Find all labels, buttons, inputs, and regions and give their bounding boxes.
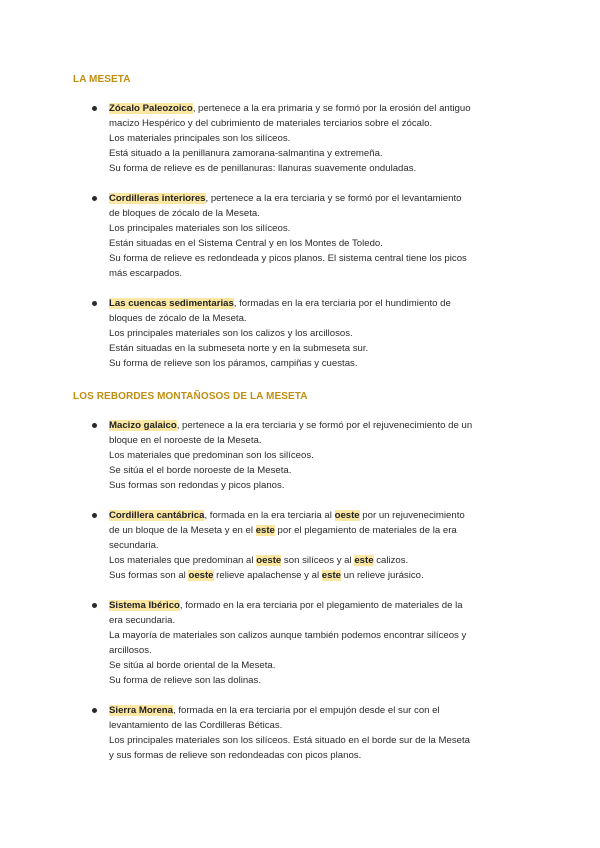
item-text: calizos. — [373, 555, 409, 566]
highlighted-word: oeste — [188, 570, 214, 581]
bullet-icon — [92, 708, 97, 713]
highlighted-term: Sistema Ibérico — [109, 600, 180, 611]
highlighted-word: este — [354, 555, 374, 566]
highlighted-term: Sierra Morena — [109, 705, 173, 716]
item-line: secundaria. — [109, 540, 159, 551]
list-item — [92, 296, 532, 371]
bullet-icon — [92, 106, 97, 111]
item-line: Se sitúa al borde oriental de la Meseta. — [109, 660, 276, 671]
item-line: levantamiento de las Cordilleras Béticas. — [109, 720, 283, 731]
section-title-la-meseta: LA MESETA — [73, 74, 131, 85]
item-text: , formada en la era terciaria por el empujón desde el sur con el — [173, 705, 440, 716]
bullet-icon — [92, 301, 97, 306]
item-line: más escarpados. — [109, 268, 183, 279]
highlighted-word: oeste — [256, 555, 282, 566]
item-line: Están situadas en la submeseta norte y en la submeseta sur. — [109, 343, 369, 354]
item-line: Su forma de relieve son las dolinas. — [109, 675, 261, 686]
item-text: relieve apalachense y al — [213, 570, 322, 581]
list-item — [92, 508, 532, 583]
item-line: Su forma de relieve es redondeada y picos planos. El sistema central tiene los picos — [109, 253, 467, 264]
bullet-icon — [92, 423, 97, 428]
highlighted-term: Cordilleras interiores — [109, 193, 206, 204]
item-text: por un rejuvenecimiento — [359, 510, 465, 521]
list-item — [92, 703, 532, 763]
section-title-rebordes-montanosos: LOS REBORDES MONTAÑOSOS DE LA MESETA — [73, 391, 308, 402]
item-text: de un bloque de la Meseta y en el — [109, 525, 256, 536]
list-item — [92, 598, 532, 688]
highlighted-term: Cordillera cantábrica — [109, 510, 205, 521]
item-line — [109, 101, 532, 116]
item-line: Los principales materiales son los calizos y los arcillosos. — [109, 328, 353, 339]
item-text: , formada en la era terciaria al — [204, 510, 335, 521]
item-line: Los materiales principales son los silíceos. — [109, 133, 291, 144]
item-line — [109, 523, 532, 538]
item-line: macizo Hespérico y del cubrimiento de materiales terciarios sobre el zócalo. — [109, 118, 433, 129]
item-line: era secundaria. — [109, 615, 176, 626]
item-text: , pertenece a la era primaria y se formó por la erosión del antiguo — [192, 103, 471, 114]
item-line: Se sitúa el el borde noroeste de la Meseta. — [109, 465, 292, 476]
bullet-icon — [92, 196, 97, 201]
item-line — [109, 418, 532, 433]
item-text: Sus formas son al — [109, 570, 189, 581]
item-line: Los principales materiales son los silíceos. — [109, 223, 291, 234]
highlighted-term: Macizo galaico — [109, 420, 177, 431]
item-line — [109, 191, 532, 206]
item-line: Su forma de relieve son los páramos, campiñas y cuestas. — [109, 358, 358, 369]
rebordes-list — [92, 418, 532, 763]
item-line: Están situadas en el Sistema Central y en los Montes de Toledo. — [109, 238, 383, 249]
item-text: , pertenece a la era terciaria y se formó por el levantamiento — [205, 193, 462, 204]
item-line — [109, 553, 532, 568]
item-text: , pertenece a la era terciaria y se formó por el rejuvenecimiento de un — [176, 420, 473, 431]
item-line — [109, 296, 532, 311]
item-text: un relieve jurásico. — [340, 570, 424, 581]
item-text: Los materiales que predominan al — [109, 555, 257, 566]
item-line — [109, 568, 532, 583]
list-item — [92, 191, 532, 281]
highlighted-word: este — [255, 525, 275, 536]
item-line: Está situado a la penillanura zamorana-salmantina y extremeña. — [109, 148, 383, 159]
item-line: Los principales materiales son los silíceos. Está situado en el borde sur de la Meseta — [109, 735, 471, 746]
highlighted-term: Las cuencas sedimentarias — [109, 298, 234, 309]
item-line: de bloques de zócalo de la Meseta. — [109, 208, 260, 219]
list-item — [92, 418, 532, 493]
item-line: arcillosos. — [109, 645, 152, 656]
item-line: Sus formas son redondas y picos planos. — [109, 480, 285, 491]
item-line: y sus formas de relieve son redondeadas con picos planos. — [109, 750, 362, 761]
item-line: Los materiales que predominan son los silíceos. — [109, 450, 314, 461]
item-line — [109, 703, 532, 718]
list-item — [92, 101, 532, 176]
item-text: son silíceos y al — [281, 555, 355, 566]
item-line — [109, 508, 532, 523]
item-line: La mayoría de materiales son calizos aunque también podemos encontrar silíceos y — [109, 630, 467, 641]
item-line — [109, 598, 532, 613]
meseta-list — [92, 101, 532, 371]
item-line: bloque en el noroeste de la Meseta. — [109, 435, 262, 446]
item-line: Su forma de relieve es de penillanuras: llanuras suavemente onduladas. — [109, 163, 417, 174]
item-text: , formado en la era terciaria por el plegamiento de materiales de la — [179, 600, 463, 611]
item-text: , formadas en la era terciaria por el hundimiento de — [233, 298, 451, 309]
bullet-icon — [92, 513, 97, 518]
item-text: por el plegamiento de materiales de la era — [274, 525, 457, 536]
bullet-icon — [92, 603, 97, 608]
highlighted-term: Zócalo Paleozoico — [109, 103, 193, 114]
highlighted-word: este — [321, 570, 341, 581]
item-line: bloques de zócalo de la Meseta. — [109, 313, 247, 324]
highlighted-word: oeste — [334, 510, 360, 521]
